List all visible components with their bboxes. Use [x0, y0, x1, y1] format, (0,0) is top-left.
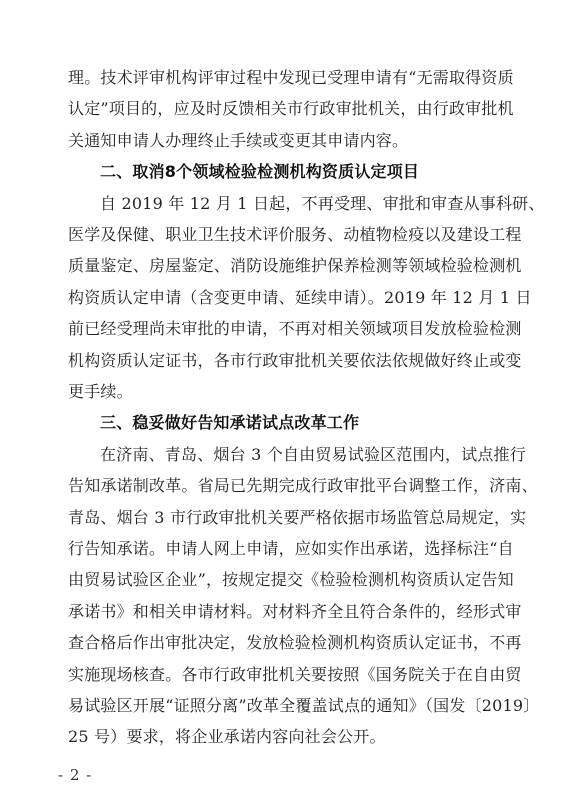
paragraph-line: 告知承诺制改革。省局已先期完成行政审批平台调整工作，济南、 [68, 476, 538, 496]
paragraph-line: 查合格后作出审批决定，发放检验检测机构资质认定证书，不再 [68, 633, 522, 653]
paragraph-line: 构资质认定申请（含变更申请、延续申请）。2019 年 12 月 1 日 [68, 287, 532, 307]
paragraph-line: 25 号）要求，将企业承诺内容向社会公开。 [68, 727, 386, 747]
paragraph-line: 前已经受理尚未审批的申请，不再对相关领域项目发放检验检测 [68, 319, 522, 339]
paragraph-line: 机构资质认定证书，各市行政审批机关要依法依规做好终止或变 [68, 350, 522, 370]
paragraph-line: 更手续。 [68, 382, 133, 401]
paragraph-line: 自 2019 年 12 月 1 日起，不再受理、审批和审查从事科研、 [100, 193, 545, 213]
paragraph-line: 在济南、青岛、烟台 3 个自由贸易试验区范围内，试点推行 [100, 444, 526, 464]
paragraph-line: 易试验区开展“证照分离”改革全覆盖试点的通知》（国发〔2019〕 [68, 696, 540, 715]
section-heading: 二、取消8个领域检验检测机构资质认定项目 [100, 162, 420, 182]
paragraph-line: 认定”项目的，应及时反馈相关市行政审批机关，由行政审批机 [68, 99, 514, 119]
paragraph-line: 实施现场核查。各市行政审批机关要按照《国务院关于在自由贸 [68, 664, 522, 684]
paragraph-line: 质量鉴定、房屋鉴定、消防设施维护保养检测等领域检验检测机 [68, 256, 522, 276]
paragraph-line: 关通知申请人办理终止手续或变更其申请内容。 [68, 130, 409, 150]
paragraph-line: 承诺书》和相关申请材料。对材料齐全且符合条件的，经形式审 [68, 601, 522, 621]
paragraph-line: 青岛、烟台 3 市行政审批机关要严格依据市场监管总局规定，实 [68, 507, 527, 527]
paragraph-line: 理。技术评审机构评审过程中发现已受理申请有“无需取得资质 [68, 68, 514, 87]
page-number: - 2 - [58, 765, 93, 784]
paragraph-line: 由贸易试验区企业”，按规定提交《检验检测机构资质认定告知 [68, 570, 514, 590]
paragraph-line: 医学及保健、职业卫生技术评价服务、动植物检疫以及建设工程 [68, 225, 522, 244]
section-heading: 三、稳妥做好告知承诺试点改革工作 [100, 413, 360, 433]
paragraph-line: 行告知承诺。申请人网上申请，应如实作出承诺，选择标注“自 [68, 539, 514, 558]
